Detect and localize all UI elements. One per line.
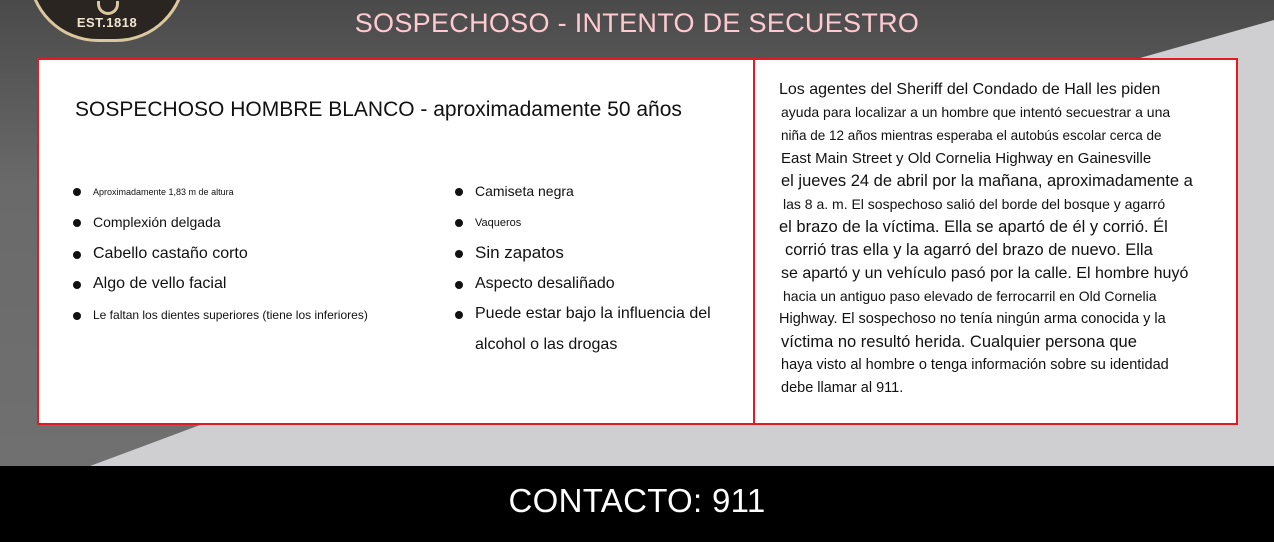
list-item: Complexión delgada (73, 209, 368, 240)
bullet-icon (455, 250, 463, 258)
bullet-icon (73, 251, 81, 259)
suspect-heading: SOSPECHOSO HOMBRE BLANCO - aproximadamente 50 años (75, 98, 682, 121)
incident-line: debe llamar al 911. (781, 380, 904, 396)
incident-line: el jueves 24 de abril por la mañana, aproximadamente a (781, 172, 1193, 190)
list-item: Algo de vello facial (73, 270, 368, 301)
list-item: Camiseta negra (455, 178, 711, 209)
incident-line: víctima no resultó herida. Cualquier persona que (781, 333, 1137, 351)
bullet-icon (73, 281, 81, 289)
bullet-icon (455, 219, 463, 227)
bullet-icon (455, 188, 463, 196)
contact-footer (0, 466, 1274, 542)
suspect-appearance-list (455, 178, 711, 361)
list-item: Vaqueros (455, 209, 711, 239)
list-item: Le faltan los dientes superiores (tiene los inferiores) (73, 301, 368, 331)
list-item-continuation: alcohol o las drogas (475, 336, 618, 353)
incident-line: las 8 a. m. El sospechoso salió del borde del bosque y agarró (783, 196, 1166, 212)
incident-line: hacia un antiguo paso elevado de ferrocarril en Old Cornelia (783, 288, 1157, 304)
list-item: Cabello castaño corto (73, 240, 368, 270)
incident-line: niña de 12 años mientras esperaba el autobús escolar cerca de (781, 128, 1162, 143)
list-item: Aspecto desaliñado (455, 270, 711, 300)
bullet-icon (455, 311, 463, 319)
incident-line: haya visto al hombre o tenga información sobre su identidad (781, 357, 1169, 373)
incident-line: el brazo de la víctima. Ella se apartó de él y corrió. Él (779, 218, 1168, 236)
list-item: Sin zapatos (455, 239, 711, 270)
page-title: SOSPECHOSO - INTENTO DE SECUESTRO (354, 8, 920, 38)
incident-line: East Main Street y Old Cornelia Highway en Gainesville (781, 150, 1152, 167)
list-item: Aproximadamente 1,83 m de altura (73, 178, 368, 209)
bullet-icon (455, 281, 463, 289)
incident-line: se apartó y un vehículo pasó por la calle. El hombre huyó (781, 265, 1189, 282)
incident-description-panel (753, 58, 1238, 425)
suspect-traits-list (73, 178, 368, 331)
incident-line: ayuda para localizar a un hombre que intentó secuestrar a una (781, 104, 1171, 120)
incident-text (779, 78, 1229, 400)
list-item: Puede estar bajo la influencia del (455, 300, 711, 331)
incident-line: Highway. El sospechoso no tenía ningún arma conocida y la (779, 311, 1166, 327)
bullet-icon (73, 219, 81, 227)
bullet-icon (73, 312, 81, 320)
bullet-icon (73, 188, 81, 196)
incident-line: Los agentes del Sheriff del Condado de Hall les piden (779, 81, 1161, 98)
suspect-description-panel (37, 58, 755, 425)
contact-text: CONTACTO: 911 (508, 482, 766, 519)
logo-text: EST.1818 (76, 15, 138, 30)
logo-emblem-icon (97, 1, 119, 15)
incident-line: corrió tras ella y la agarró del brazo de nuevo. Ella (785, 241, 1153, 259)
